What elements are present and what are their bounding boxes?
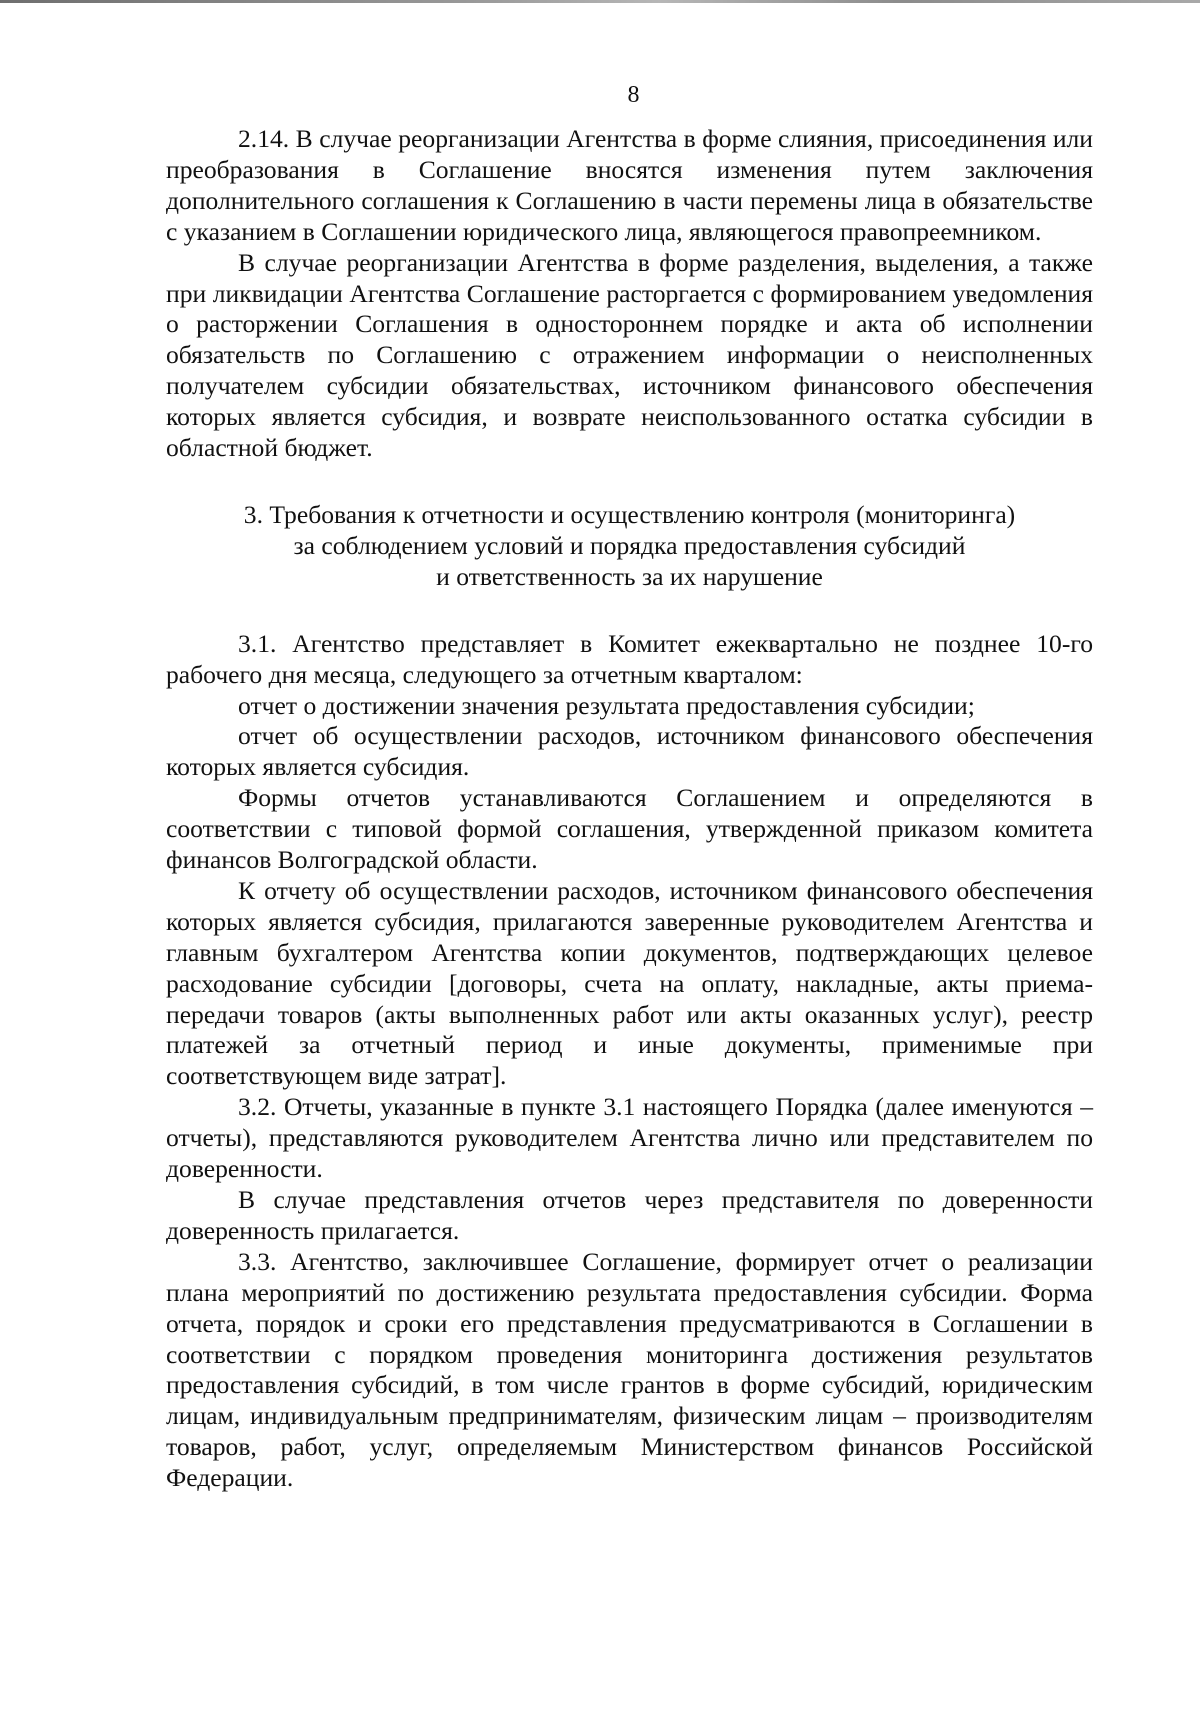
document-body xyxy=(166,124,1093,1494)
section-3-heading-line-2: за соблюдением условий и порядка предоставления субсидий xyxy=(293,530,966,560)
paragraph-3-2: 3.2. Отчеты, указанные в пункте 3.1 настоящего Порядка (далее именуются – отчеты), представляются руководителем Агентства лично или представителем по доверенности. xyxy=(166,1092,1093,1184)
paragraph-3-1-report-expenses: отчет об осуществлении расходов, источником финансового обеспечения которых является субсидия. xyxy=(166,721,1093,782)
scan-top-edge xyxy=(0,0,1200,3)
section-3-heading-line-1: 3. Требования к отчетности и осуществлению контроля (мониторинга) xyxy=(243,499,1016,529)
paragraph-2-14-reorganization: В случае реорганизации Агентства в форме разделения, выделения, а также при ликвидации Агентства Соглашение расторгается с формированием уведомления о расторжении Соглашения в одностороннем порядке и акта об исполнении обязательств по Соглашению с отражением информации о неисполненных получателем субсидии обязательствах, источником финансового обеспечения которых является субсидия, и возврате неиспользованного остатка субсидии в областной бюджет. xyxy=(166,247,1093,463)
paragraph-3-1-attachments: К отчету об осуществлении расходов, источником финансового обеспечения которых является субсидия, прилагаются заверенные руководителем Агентства и главным бухгалтером Агентства копии документов, подтверждающих целевое расходование субсидии [договоры, счета на оплату, накладные, акты приема-передачи товаров (акты выполненных работ или акты оказанных услуг), реестр платежей за отчетный период и иные документы, применимые при соответствующем виде затрат]. xyxy=(166,875,1093,1091)
paragraph-3-1-report-forms: Формы отчетов устанавливаются Соглашением и определяются в соответствии с типовой формой соглашения, утвержденной приказом комитета финансов Волгоградской области. xyxy=(166,783,1093,875)
section-3-heading xyxy=(166,500,1093,593)
page-number: 8 xyxy=(627,82,640,108)
paragraph-3-3: 3.3. Агентство, заключившее Соглашение, формирует отчет о реализации плана мероприятий по достижению результата предоставления субсидии. Форма отчета, порядок и сроки его представления предусматриваются в Соглашении в соответствии с порядком проведения мониторинга достижения результатов предоставления субсидий, в том числе грантов в форме субсидий, юридическим лицам, индивидуальным предпринимателям, физическим лицам – производителям товаров, работ, услуг, определяемым Министерством финансов Российской Федерации. xyxy=(166,1246,1093,1493)
paragraph-3-2-proxy: В случае представления отчетов через представителя по доверенности доверенность прилагается. xyxy=(166,1185,1093,1245)
paragraph-3-1: 3.1. Агентство представляет в Комитет ежеквартально не позднее 10-го рабочего дня месяца, следующего за отчетным кварталом: xyxy=(166,628,1093,689)
paragraph-2-14: 2.14. В случае реорганизации Агентства в форме слияния, присоединения или преобразования в Соглашение вносятся изменения путем заключения дополнительного соглашения к Соглашению в части перемены лица в обязательстве с указанием в Соглашении юридического лица, являющегося правопреемником. xyxy=(166,124,1093,246)
section-3-heading-line-3: и ответственность за их нарушение xyxy=(436,561,823,591)
paragraph-3-1-report-result: отчет о достижении значения результата предоставления субсидии; xyxy=(238,690,975,720)
